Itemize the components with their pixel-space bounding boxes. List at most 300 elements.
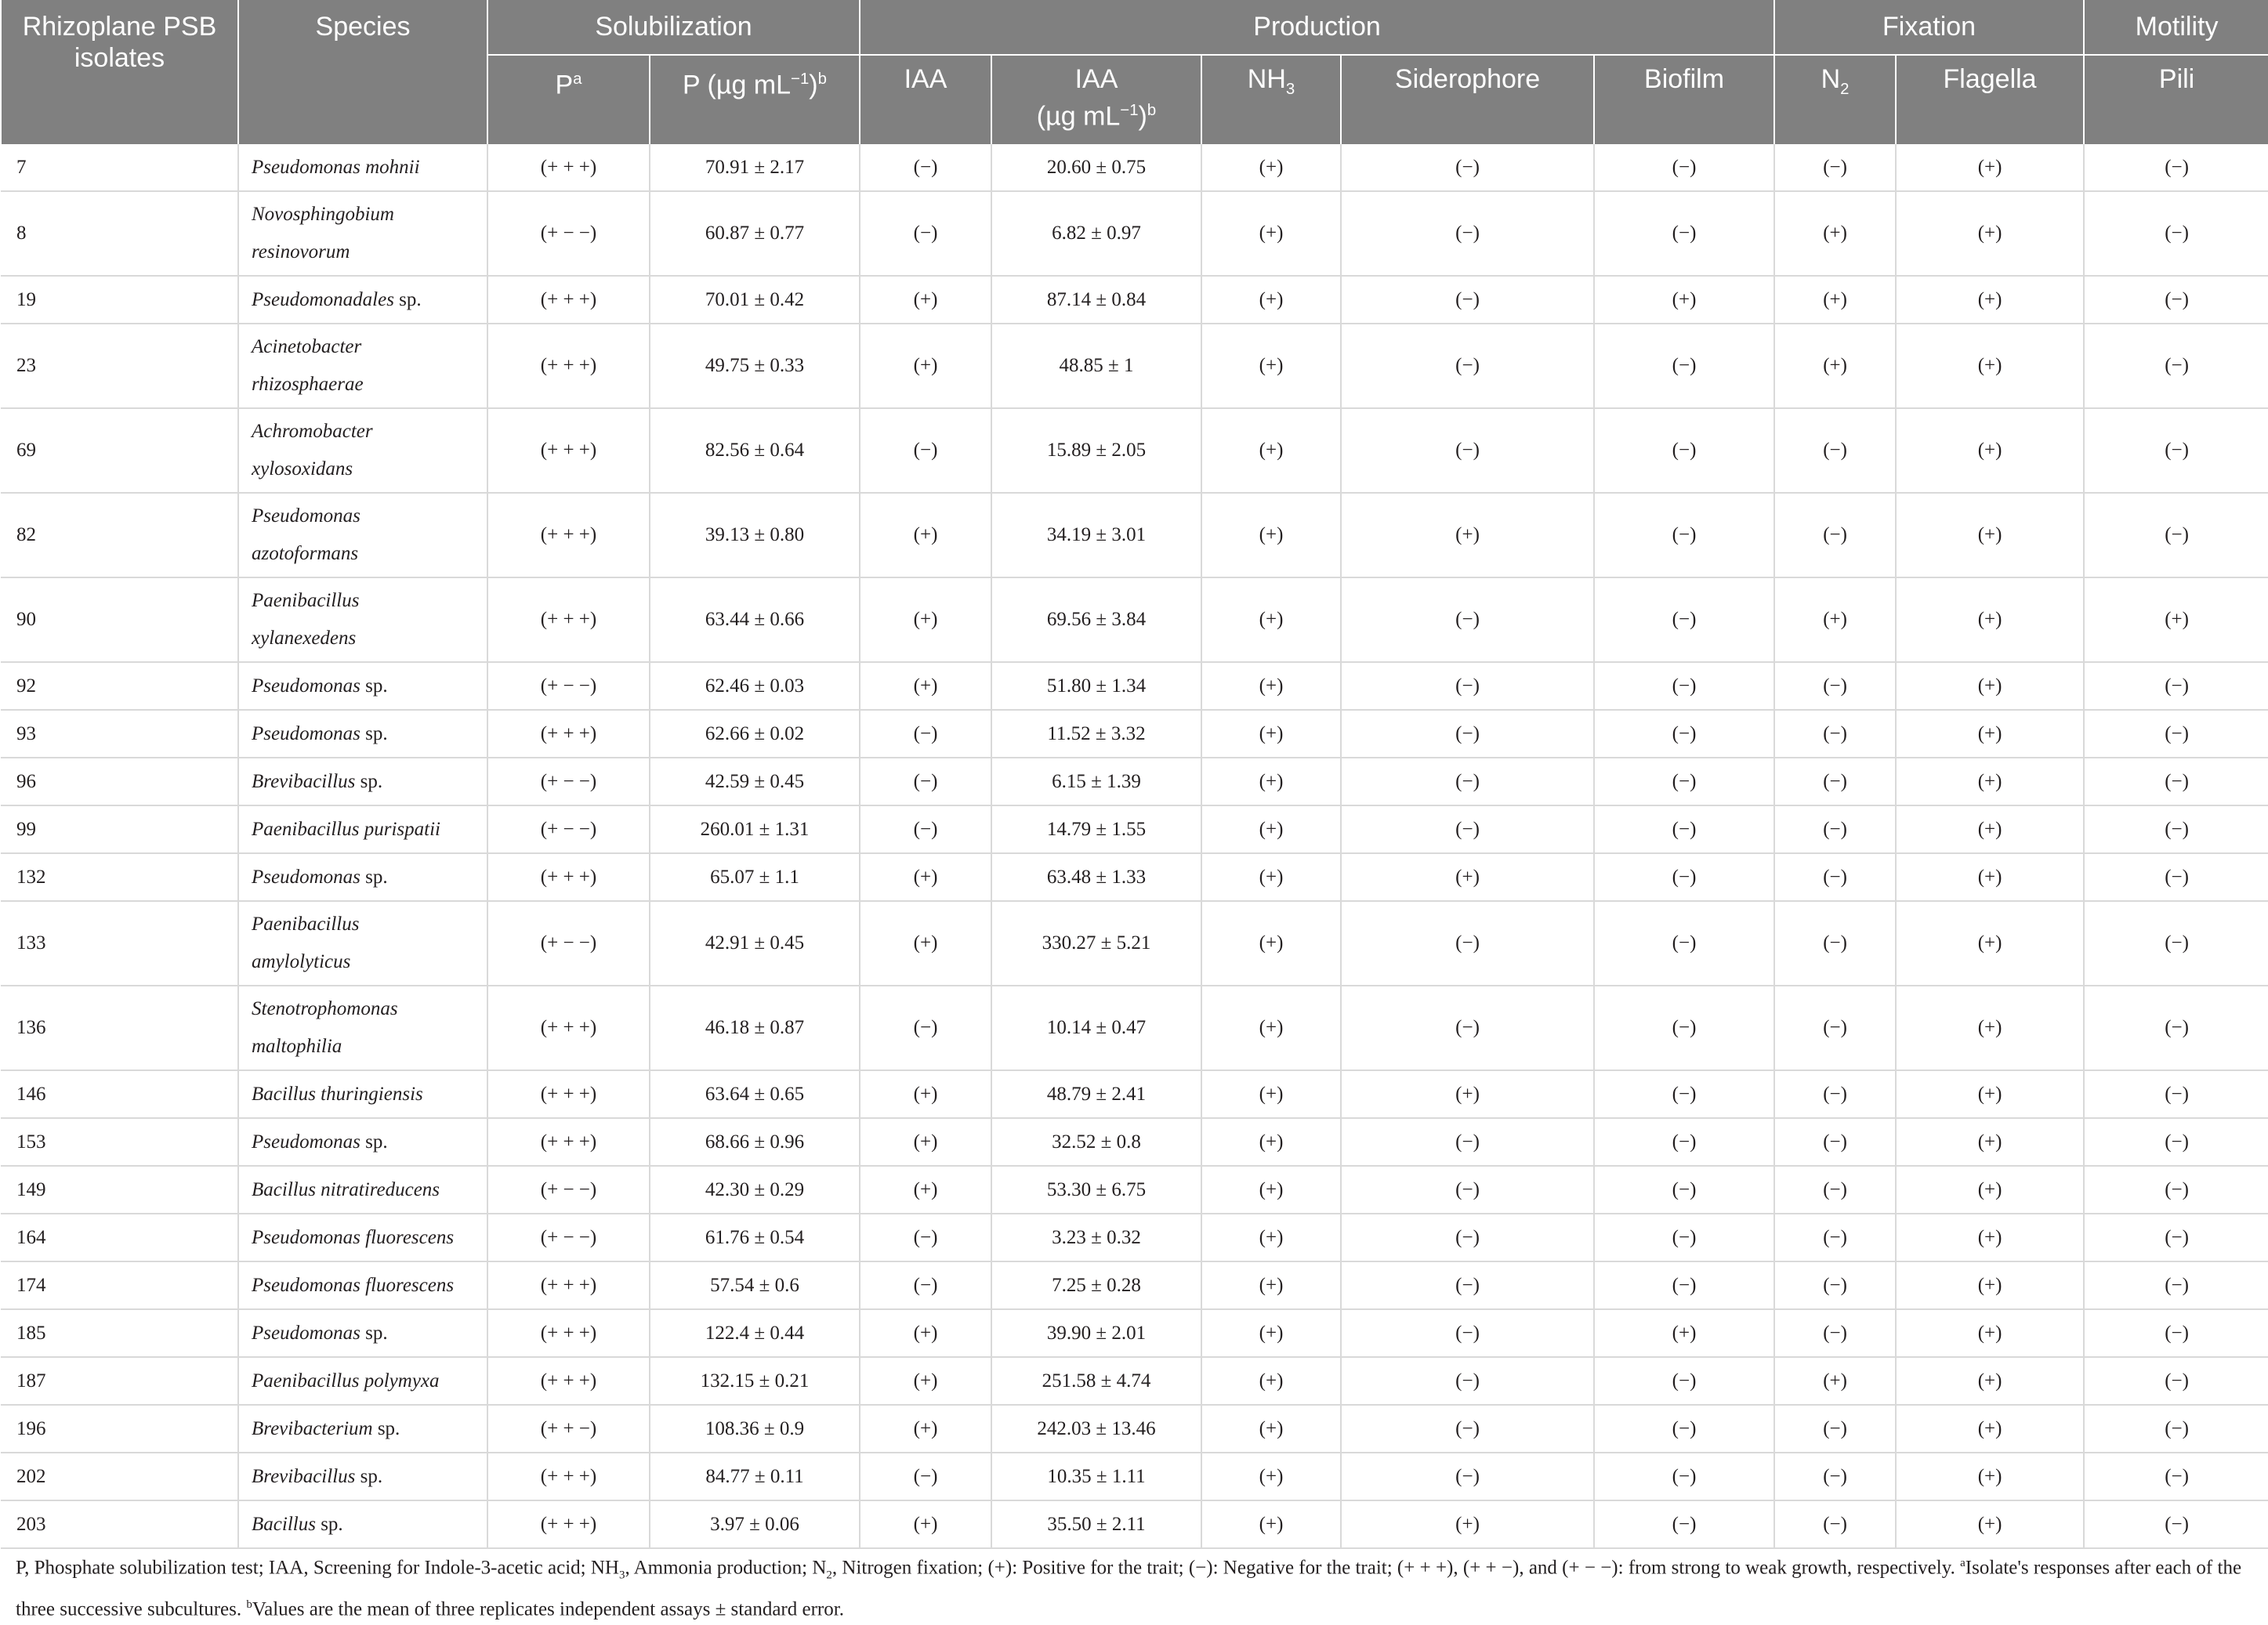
cell-biofilm: (−) bbox=[1594, 710, 1774, 758]
cell-siderophore: (−) bbox=[1341, 191, 1594, 276]
cell-flagella: (+) bbox=[1896, 1309, 2084, 1357]
cell-pili: (−) bbox=[2084, 1261, 2268, 1309]
cell-p: (+ + +) bbox=[487, 1309, 650, 1357]
cell-iaa-ug: 20.60 ± 0.75 bbox=[991, 144, 1201, 191]
cell-n2: (−) bbox=[1774, 1261, 1896, 1309]
species-name: Paenibacillus bbox=[252, 590, 360, 611]
cell-isolate-id: 90 bbox=[1, 577, 238, 662]
cell-iaa: (+) bbox=[860, 324, 991, 408]
cell-p-ug: 57.54 ± 0.6 bbox=[650, 1261, 860, 1309]
cell-iaa: (+) bbox=[860, 276, 991, 324]
cell-flagella: (+) bbox=[1896, 1405, 2084, 1453]
cell-pili: (−) bbox=[2084, 710, 2268, 758]
cell-flagella: (+) bbox=[1896, 1453, 2084, 1500]
cell-flagella: (+) bbox=[1896, 901, 2084, 986]
cell-nh3: (+) bbox=[1201, 805, 1341, 853]
table-row bbox=[1, 324, 2268, 408]
species-name: Bacillus bbox=[252, 1513, 316, 1535]
cell-iaa-ug: 39.90 ± 2.01 bbox=[991, 1309, 1201, 1357]
table-row bbox=[1, 1166, 2268, 1214]
species-name: Brevibacterium bbox=[252, 1417, 373, 1439]
cell-iaa-ug: 10.35 ± 1.11 bbox=[991, 1453, 1201, 1500]
cell-flagella: (+) bbox=[1896, 276, 2084, 324]
cell-iaa: (+) bbox=[860, 1500, 991, 1548]
cell-iaa: (+) bbox=[860, 1070, 991, 1118]
cell-flagella: (+) bbox=[1896, 144, 2084, 191]
cell-iaa: (+) bbox=[860, 1118, 991, 1166]
cell-p: (+ − −) bbox=[487, 805, 650, 853]
species-sp-suffix: sp. bbox=[360, 675, 388, 697]
species-sp-suffix: sp. bbox=[355, 1465, 383, 1487]
cell-pili: (−) bbox=[2084, 1453, 2268, 1500]
cell-siderophore: (−) bbox=[1341, 1166, 1594, 1214]
cell-siderophore: (−) bbox=[1341, 986, 1594, 1070]
cell-p-ug: 84.77 ± 0.11 bbox=[650, 1453, 860, 1500]
cell-iaa: (−) bbox=[860, 1453, 991, 1500]
cell-pili: (−) bbox=[2084, 1118, 2268, 1166]
cell-species bbox=[238, 1118, 487, 1166]
table-header bbox=[1, 0, 2268, 144]
cell-biofilm: (−) bbox=[1594, 1118, 1774, 1166]
cell-flagella: (+) bbox=[1896, 324, 2084, 408]
table-row bbox=[1, 1405, 2268, 1453]
table-row bbox=[1, 1070, 2268, 1118]
table-row bbox=[1, 853, 2268, 901]
cell-biofilm: (−) bbox=[1594, 1453, 1774, 1500]
cell-nh3: (+) bbox=[1201, 986, 1341, 1070]
cell-n2: (−) bbox=[1774, 1405, 1896, 1453]
table-row bbox=[1, 1118, 2268, 1166]
cell-biofilm: (−) bbox=[1594, 191, 1774, 276]
cell-siderophore: (−) bbox=[1341, 577, 1594, 662]
cell-nh3: (+) bbox=[1201, 710, 1341, 758]
cell-siderophore: (−) bbox=[1341, 901, 1594, 986]
cell-p: (+ + +) bbox=[487, 1500, 650, 1548]
cell-pili: (−) bbox=[2084, 1357, 2268, 1405]
cell-iaa-ug: 35.50 ± 2.11 bbox=[991, 1500, 1201, 1548]
cell-n2: (−) bbox=[1774, 1118, 1896, 1166]
cell-flagella: (+) bbox=[1896, 662, 2084, 710]
cell-species bbox=[238, 493, 487, 577]
cell-flagella: (+) bbox=[1896, 1357, 2084, 1405]
cell-species bbox=[238, 1166, 487, 1214]
cell-siderophore: (−) bbox=[1341, 1357, 1594, 1405]
cell-iaa: (+) bbox=[860, 493, 991, 577]
header-group-production: Production bbox=[860, 0, 1774, 55]
cell-nh3: (+) bbox=[1201, 1214, 1341, 1261]
species-name: Stenotrophomonas bbox=[252, 998, 398, 1019]
cell-iaa: (+) bbox=[860, 662, 991, 710]
cell-iaa: (−) bbox=[860, 805, 991, 853]
cell-iaa-ug: 242.03 ± 13.46 bbox=[991, 1405, 1201, 1453]
header-flagella: Flagella bbox=[1896, 55, 2084, 144]
cell-flagella: (+) bbox=[1896, 710, 2084, 758]
cell-isolate-id: 153 bbox=[1, 1118, 238, 1166]
species-name: Acinetobacter bbox=[252, 336, 362, 357]
cell-isolate-id: 132 bbox=[1, 853, 238, 901]
species-name: Pseudomonas bbox=[252, 675, 360, 697]
cell-nh3: (+) bbox=[1201, 1405, 1341, 1453]
cell-p: (+ − −) bbox=[487, 1214, 650, 1261]
cell-p-ug: 49.75 ± 0.33 bbox=[650, 324, 860, 408]
header-siderophore: Siderophore bbox=[1341, 55, 1594, 144]
cell-p-ug: 68.66 ± 0.96 bbox=[650, 1118, 860, 1166]
cell-flagella: (+) bbox=[1896, 805, 2084, 853]
cell-species bbox=[238, 805, 487, 853]
table-row bbox=[1, 1214, 2268, 1261]
header-iaa: IAA bbox=[860, 55, 991, 144]
species-sp-suffix: sp. bbox=[360, 722, 388, 744]
cell-siderophore: (+) bbox=[1341, 1500, 1594, 1548]
cell-n2: (+) bbox=[1774, 324, 1896, 408]
cell-p-ug: 62.66 ± 0.02 bbox=[650, 710, 860, 758]
cell-siderophore: (−) bbox=[1341, 1309, 1594, 1357]
cell-n2: (−) bbox=[1774, 662, 1896, 710]
cell-p-ug: 42.30 ± 0.29 bbox=[650, 1166, 860, 1214]
species-sp-suffix: sp. bbox=[315, 1513, 343, 1535]
cell-n2: (−) bbox=[1774, 901, 1896, 986]
cell-iaa: (−) bbox=[860, 710, 991, 758]
cell-iaa: (−) bbox=[860, 986, 991, 1070]
cell-nh3: (+) bbox=[1201, 853, 1341, 901]
species-name: Bacillus nitratireducens bbox=[252, 1178, 440, 1200]
cell-flagella: (+) bbox=[1896, 1214, 2084, 1261]
species-epithet: rhizosphaerae bbox=[252, 374, 364, 395]
cell-isolate-id: 99 bbox=[1, 805, 238, 853]
cell-species bbox=[238, 662, 487, 710]
cell-nh3: (+) bbox=[1201, 1453, 1341, 1500]
cell-iaa-ug: 3.23 ± 0.32 bbox=[991, 1214, 1201, 1261]
species-name: Brevibacillus bbox=[252, 770, 356, 792]
cell-n2: (−) bbox=[1774, 1214, 1896, 1261]
cell-iaa: (−) bbox=[860, 1214, 991, 1261]
cell-n2: (−) bbox=[1774, 1309, 1896, 1357]
species-epithet: xylanexedens bbox=[252, 628, 357, 649]
cell-iaa-ug: 6.15 ± 1.39 bbox=[991, 758, 1201, 805]
cell-species bbox=[238, 577, 487, 662]
cell-siderophore: (+) bbox=[1341, 853, 1594, 901]
cell-p: (+ + +) bbox=[487, 710, 650, 758]
cell-isolate-id: 93 bbox=[1, 710, 238, 758]
cell-siderophore: (−) bbox=[1341, 662, 1594, 710]
table-row bbox=[1, 710, 2268, 758]
species-name: Paenibacillus bbox=[252, 914, 360, 935]
cell-iaa-ug: 32.52 ± 0.8 bbox=[991, 1118, 1201, 1166]
cell-iaa: (−) bbox=[860, 758, 991, 805]
header-iaa-ug: IAA (µg $mL^{-1})^b$ bbox=[991, 55, 1201, 144]
cell-n2: (−) bbox=[1774, 1453, 1896, 1500]
cell-nh3: (+) bbox=[1201, 324, 1341, 408]
cell-biofilm: (−) bbox=[1594, 1261, 1774, 1309]
cell-p-ug: 42.91 ± 0.45 bbox=[650, 901, 860, 986]
cell-iaa: (+) bbox=[860, 1405, 991, 1453]
species-name: Paenibacillus polymyxa bbox=[252, 1370, 440, 1392]
header-pili: Pili bbox=[2084, 55, 2268, 144]
cell-iaa-ug: 10.14 ± 0.47 bbox=[991, 986, 1201, 1070]
cell-n2: (−) bbox=[1774, 1500, 1896, 1548]
cell-iaa: (+) bbox=[860, 901, 991, 986]
cell-p-ug: 39.13 ± 0.80 bbox=[650, 493, 860, 577]
cell-species bbox=[238, 408, 487, 493]
cell-siderophore: (+) bbox=[1341, 493, 1594, 577]
species-epithet: resinovorum bbox=[252, 241, 350, 262]
cell-isolate-id: 7 bbox=[1, 144, 238, 191]
cell-isolate-id: 8 bbox=[1, 191, 238, 276]
cell-iaa-ug: 63.48 ± 1.33 bbox=[991, 853, 1201, 901]
cell-p-ug: 108.36 ± 0.9 bbox=[650, 1405, 860, 1453]
species-sp-suffix: sp. bbox=[393, 288, 422, 310]
cell-n2: (+) bbox=[1774, 577, 1896, 662]
cell-flagella: (+) bbox=[1896, 758, 2084, 805]
cell-p-ug: 70.91 ± 2.17 bbox=[650, 144, 860, 191]
cell-siderophore: (−) bbox=[1341, 1405, 1594, 1453]
table-row bbox=[1, 144, 2268, 191]
cell-biofilm: (−) bbox=[1594, 144, 1774, 191]
cell-nh3: (+) bbox=[1201, 191, 1341, 276]
cell-nh3: (+) bbox=[1201, 1309, 1341, 1357]
table-row bbox=[1, 758, 2268, 805]
cell-biofilm: (−) bbox=[1594, 853, 1774, 901]
cell-pili: (−) bbox=[2084, 191, 2268, 276]
table-body bbox=[1, 144, 2268, 1548]
cell-isolate-id: 185 bbox=[1, 1309, 238, 1357]
cell-p: (+ + +) bbox=[487, 324, 650, 408]
table-row bbox=[1, 1357, 2268, 1405]
cell-pili: (−) bbox=[2084, 144, 2268, 191]
cell-iaa: (−) bbox=[860, 191, 991, 276]
cell-iaa-ug: 6.82 ± 0.97 bbox=[991, 191, 1201, 276]
species-name: Novosphingobium bbox=[252, 204, 394, 225]
cell-iaa-ug: 34.19 ± 3.01 bbox=[991, 493, 1201, 577]
species-name: Pseudomonas bbox=[252, 722, 360, 744]
cell-iaa: (+) bbox=[860, 1166, 991, 1214]
cell-pili: (−) bbox=[2084, 1070, 2268, 1118]
species-sp-suffix: sp. bbox=[372, 1417, 400, 1439]
cell-biofilm: (−) bbox=[1594, 1070, 1774, 1118]
cell-p: (+ + +) bbox=[487, 408, 650, 493]
species-name: Pseudomonas bbox=[252, 866, 360, 888]
cell-isolate-id: 149 bbox=[1, 1166, 238, 1214]
cell-flagella: (+) bbox=[1896, 1500, 2084, 1548]
cell-isolate-id: 187 bbox=[1, 1357, 238, 1405]
cell-iaa-ug: 7.25 ± 0.28 bbox=[991, 1261, 1201, 1309]
header-p: $P^a$ bbox=[487, 55, 650, 144]
table-row bbox=[1, 577, 2268, 662]
cell-p-ug: 70.01 ± 0.42 bbox=[650, 276, 860, 324]
cell-species bbox=[238, 276, 487, 324]
cell-isolate-id: 136 bbox=[1, 986, 238, 1070]
cell-iaa-ug: 330.27 ± 5.21 bbox=[991, 901, 1201, 986]
cell-nh3: (+) bbox=[1201, 662, 1341, 710]
cell-iaa-ug: 87.14 ± 0.84 bbox=[991, 276, 1201, 324]
cell-biofilm: (−) bbox=[1594, 493, 1774, 577]
cell-n2: (−) bbox=[1774, 710, 1896, 758]
cell-iaa-ug: 48.79 ± 2.41 bbox=[991, 1070, 1201, 1118]
cell-p: (+ + +) bbox=[487, 1261, 650, 1309]
cell-nh3: (+) bbox=[1201, 276, 1341, 324]
cell-p: (+ + +) bbox=[487, 986, 650, 1070]
cell-nh3: (+) bbox=[1201, 1166, 1341, 1214]
cell-n2: (−) bbox=[1774, 1166, 1896, 1214]
cell-pili: (−) bbox=[2084, 276, 2268, 324]
cell-n2: (−) bbox=[1774, 144, 1896, 191]
cell-siderophore: (−) bbox=[1341, 408, 1594, 493]
cell-iaa: (−) bbox=[860, 408, 991, 493]
species-sp-suffix: sp. bbox=[360, 866, 388, 888]
cell-p: (+ + +) bbox=[487, 493, 650, 577]
species-name: Pseudomonadales bbox=[252, 288, 394, 310]
cell-nh3: (+) bbox=[1201, 758, 1341, 805]
header-species: Species bbox=[238, 0, 487, 144]
cell-iaa: (+) bbox=[860, 1309, 991, 1357]
cell-p: (+ + +) bbox=[487, 1357, 650, 1405]
cell-biofilm: (−) bbox=[1594, 758, 1774, 805]
species-name: Pseudomonas bbox=[252, 1322, 360, 1344]
cell-isolate-id: 146 bbox=[1, 1070, 238, 1118]
cell-p: (+ + +) bbox=[487, 1118, 650, 1166]
cell-nh3: (+) bbox=[1201, 493, 1341, 577]
cell-species bbox=[238, 758, 487, 805]
cell-p-ug: 61.76 ± 0.54 bbox=[650, 1214, 860, 1261]
cell-n2: (−) bbox=[1774, 408, 1896, 493]
cell-nh3: (+) bbox=[1201, 144, 1341, 191]
header-p-ug: P (µg $mL^{-1})^b$ bbox=[650, 55, 860, 144]
cell-pili: (−) bbox=[2084, 662, 2268, 710]
cell-iaa-ug: 251.58 ± 4.74 bbox=[991, 1357, 1201, 1405]
cell-isolate-id: 96 bbox=[1, 758, 238, 805]
cell-p-ug: 46.18 ± 0.87 bbox=[650, 986, 860, 1070]
cell-n2: (−) bbox=[1774, 853, 1896, 901]
cell-nh3: (+) bbox=[1201, 1357, 1341, 1405]
table-row bbox=[1, 1500, 2268, 1548]
cell-isolate-id: 174 bbox=[1, 1261, 238, 1309]
cell-biofilm: (−) bbox=[1594, 1405, 1774, 1453]
cell-flagella: (+) bbox=[1896, 577, 2084, 662]
cell-biofilm: (−) bbox=[1594, 986, 1774, 1070]
cell-p: (+ − −) bbox=[487, 901, 650, 986]
cell-siderophore: (−) bbox=[1341, 1261, 1594, 1309]
cell-pili: (−) bbox=[2084, 1166, 2268, 1214]
cell-iaa: (+) bbox=[860, 577, 991, 662]
cell-pili: (−) bbox=[2084, 493, 2268, 577]
cell-p-ug: 82.56 ± 0.64 bbox=[650, 408, 860, 493]
species-name: Pseudomonas fluorescens bbox=[252, 1226, 455, 1248]
cell-species bbox=[238, 1405, 487, 1453]
cell-biofilm: (−) bbox=[1594, 662, 1774, 710]
header-nh3: $NH_3$ bbox=[1201, 55, 1341, 144]
cell-iaa-ug: 51.80 ± 1.34 bbox=[991, 662, 1201, 710]
cell-flagella: (+) bbox=[1896, 408, 2084, 493]
cell-biofilm: (−) bbox=[1594, 408, 1774, 493]
cell-flagella: (+) bbox=[1896, 191, 2084, 276]
cell-biofilm: (−) bbox=[1594, 324, 1774, 408]
cell-flagella: (+) bbox=[1896, 986, 2084, 1070]
species-epithet: xylosoxidans bbox=[252, 458, 353, 480]
cell-iaa-ug: 11.52 ± 3.32 bbox=[991, 710, 1201, 758]
cell-p-ug: 132.15 ± 0.21 bbox=[650, 1357, 860, 1405]
cell-n2: (−) bbox=[1774, 805, 1896, 853]
cell-species bbox=[238, 1214, 487, 1261]
cell-flagella: (+) bbox=[1896, 1118, 2084, 1166]
cell-p-ug: 60.87 ± 0.77 bbox=[650, 191, 860, 276]
species-sp-suffix: sp. bbox=[360, 1131, 388, 1153]
cell-species bbox=[238, 1500, 487, 1548]
table-footnote: P, Phosphate solubilization test; IAA, Screening for Indole-3-acetic acid; $NH_3$, Ammonia production; $N_2$, Nitrogen fixation; (+): Positive for the trait; (−): Negative for the trait; (+ + +), (+ + −), and (+ − −): from strong to weak growth, respectively. $^a$Isolate's responses after each of the three successive subcultures. $^b$Values are the mean of three replicates independent assays ± standard error. bbox=[16, 1557, 2242, 1620]
cell-iaa: (−) bbox=[860, 144, 991, 191]
cell-iaa-ug: 53.30 ± 6.75 bbox=[991, 1166, 1201, 1214]
cell-biofilm: (−) bbox=[1594, 901, 1774, 986]
species-name: Achromobacter bbox=[252, 421, 373, 442]
cell-p-ug: 42.59 ± 0.45 bbox=[650, 758, 860, 805]
species-sp-suffix: sp. bbox=[355, 770, 383, 792]
cell-pili: (−) bbox=[2084, 853, 2268, 901]
cell-species bbox=[238, 324, 487, 408]
cell-iaa-ug: 14.79 ± 1.55 bbox=[991, 805, 1201, 853]
cell-n2: (−) bbox=[1774, 986, 1896, 1070]
cell-nh3: (+) bbox=[1201, 408, 1341, 493]
cell-pili: (−) bbox=[2084, 901, 2268, 986]
table-row bbox=[1, 662, 2268, 710]
cell-p-ug: 63.64 ± 0.65 bbox=[650, 1070, 860, 1118]
cell-nh3: (+) bbox=[1201, 1070, 1341, 1118]
cell-isolate-id: 133 bbox=[1, 901, 238, 986]
header-biofilm: Biofilm bbox=[1594, 55, 1774, 144]
table-row bbox=[1, 191, 2268, 276]
cell-siderophore: (−) bbox=[1341, 324, 1594, 408]
cell-flagella: (+) bbox=[1896, 1261, 2084, 1309]
cell-n2: (−) bbox=[1774, 758, 1896, 805]
cell-pili: (−) bbox=[2084, 408, 2268, 493]
table-row bbox=[1, 901, 2268, 986]
species-name: Pseudomonas bbox=[252, 505, 360, 527]
cell-isolate-id: 23 bbox=[1, 324, 238, 408]
cell-p-ug: 260.01 ± 1.31 bbox=[650, 805, 860, 853]
header-n2: $N_2$ bbox=[1774, 55, 1896, 144]
cell-p-ug: 122.4 ± 0.44 bbox=[650, 1309, 860, 1357]
cell-biofilm: (−) bbox=[1594, 805, 1774, 853]
cell-nh3: (+) bbox=[1201, 1500, 1341, 1548]
cell-siderophore: (−) bbox=[1341, 1118, 1594, 1166]
cell-isolate-id: 164 bbox=[1, 1214, 238, 1261]
cell-species bbox=[238, 1261, 487, 1309]
cell-n2: (−) bbox=[1774, 493, 1896, 577]
header-isolates: Rhizoplane PSB isolates bbox=[1, 0, 238, 144]
cell-iaa-ug: 69.56 ± 3.84 bbox=[991, 577, 1201, 662]
cell-pili: (−) bbox=[2084, 758, 2268, 805]
cell-p-ug: 62.46 ± 0.03 bbox=[650, 662, 860, 710]
cell-siderophore: (+) bbox=[1341, 1070, 1594, 1118]
cell-biofilm: (−) bbox=[1594, 1214, 1774, 1261]
cell-iaa: (+) bbox=[860, 853, 991, 901]
cell-pili: (−) bbox=[2084, 805, 2268, 853]
cell-pili: (−) bbox=[2084, 1405, 2268, 1453]
cell-p: (+ − −) bbox=[487, 191, 650, 276]
cell-species bbox=[238, 986, 487, 1070]
cell-species bbox=[238, 144, 487, 191]
cell-species bbox=[238, 1357, 487, 1405]
cell-siderophore: (−) bbox=[1341, 1214, 1594, 1261]
table-row bbox=[1, 805, 2268, 853]
cell-biofilm: (+) bbox=[1594, 276, 1774, 324]
cell-pili: (−) bbox=[2084, 986, 2268, 1070]
cell-siderophore: (−) bbox=[1341, 805, 1594, 853]
cell-pili: (−) bbox=[2084, 1214, 2268, 1261]
cell-p: (+ + +) bbox=[487, 144, 650, 191]
cell-pili: (−) bbox=[2084, 1309, 2268, 1357]
cell-iaa: (−) bbox=[860, 1261, 991, 1309]
cell-p: (+ + +) bbox=[487, 276, 650, 324]
cell-isolate-id: 196 bbox=[1, 1405, 238, 1453]
